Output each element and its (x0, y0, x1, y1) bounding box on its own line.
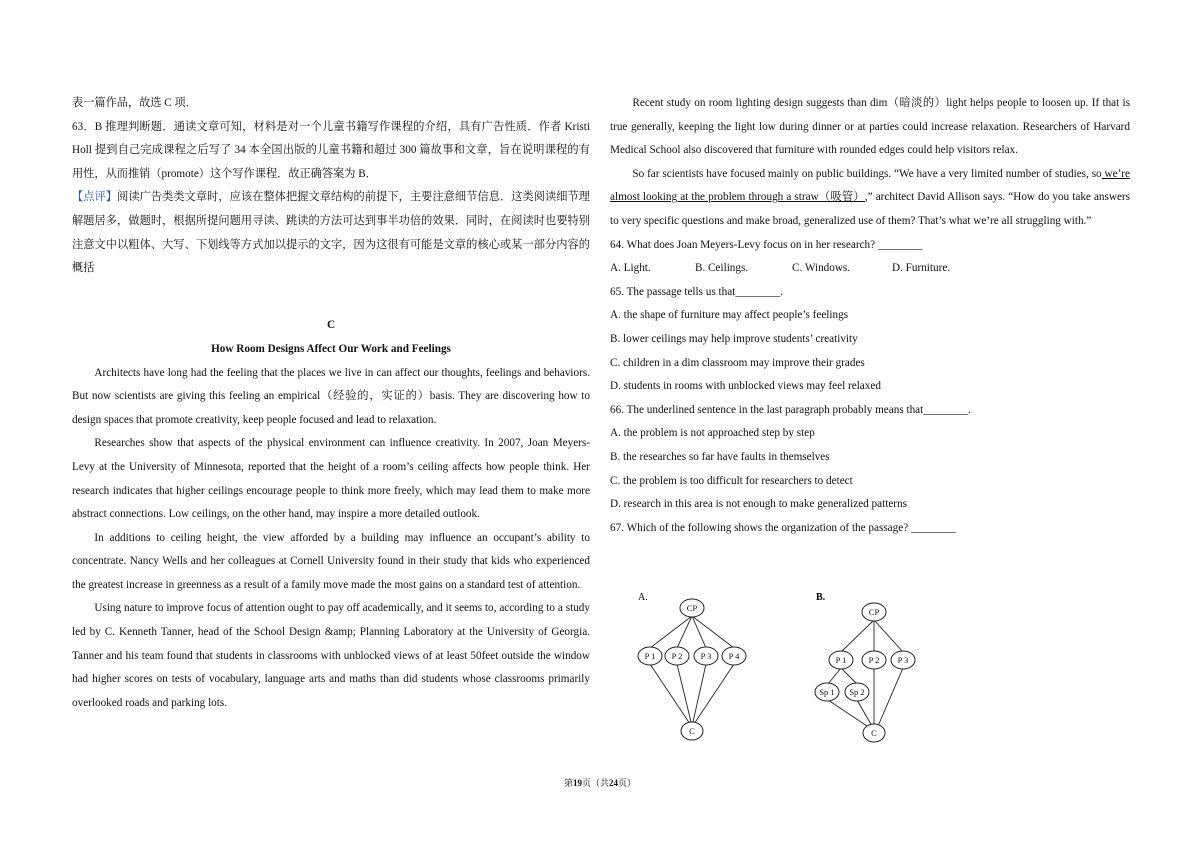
question-64: 64. What does Joan Meyers-Levy focus on in her research? ________ (610, 238, 923, 251)
diagram-a-text-cp: CP (686, 603, 698, 613)
q64-option-b: B. Ceilings. (695, 262, 749, 275)
page-footer (0, 776, 1200, 789)
diagram-b-text-c: C (871, 728, 877, 738)
passage-paragraph-3: In additions to ceiling height, the view afforded by a building may influence an occupant’s ability to concentrate. Nancy Wells and her colleagues at Cornell University found in their study that kids who experienced the greatest increase in greenness as a result of a family move made the most gains on a standard test of attention. (72, 531, 590, 591)
comment (72, 186, 590, 280)
diagram-a-text-p1: P 1 (644, 651, 656, 661)
footer-pre: 第 (563, 778, 573, 788)
question-66: 66. The underlined sentence in the last paragraph probably means that________. (610, 403, 971, 416)
question-67: 67. Which of the following shows the organization of the passage? ________ (610, 521, 956, 534)
passage-paragraph-2: Researches show that aspects of the physical environment can influence creativity. In 2007, Joan Meyers-Levy at the University of Minnesota, reported that the height of a room’s ceiling affects how people think. Her research indicates that higher ceilings encourage people to think more freely, which may lead them to make more abstract connections. Low ceilings, on the other hand, may inspire a more detailed outlook. (72, 437, 590, 521)
diagram-a-text-p2: P 2 (671, 651, 683, 661)
passage-paragraph-6 (610, 163, 1130, 234)
q64-option-c: C. Windows. (792, 262, 851, 275)
q66-option-d: D. research in this area is not enough to make generalized patterns (610, 498, 907, 511)
diagram-b-text-cp: CP (868, 607, 880, 617)
diagram-b-text-p3: P 3 (897, 655, 909, 665)
diagram-b-text-p2: P 2 (868, 655, 880, 665)
answer-62-tail: 表一篇作品，故选 C 项． (72, 97, 197, 109)
diagram-b-text-sp1: Sp 1 (819, 687, 835, 697)
comment-text: 阅读广告类类文章时，应该在整体把握文章结构的前提下，主要注意细节信息．这类阅读细节理解题居多，做题时，根据所提问题用寻读、跳读的方法可达到事半功倍的效果．同时，在阅读时也要特别注意文中以粗体、大写、下划线等方式加以提示的文字，因为这很有可能是文章的核心或某一部分内容的概括 (72, 191, 590, 275)
para6-start: So far scientists have focused mainly on public buildings. “We have a very limited number of studies, so (632, 167, 1102, 180)
q65-option-c: C. children in a dim classroom may improve their grades (610, 356, 865, 369)
q64-option-d: D. Furniture. (892, 262, 951, 275)
passage-paragraph-5: Recent study on room lighting design suggests than dim（暗淡的）light helps people to loosen up. If that is true generally, keeping the light low during dinner or at parties could increase relaxation. Researchers of Harvard Medical School also discovered that furniture with rounded edges could help visitors relax. (610, 97, 1130, 157)
diagram-a-text-p4: P 4 (728, 651, 740, 661)
footer-post: 页） (618, 778, 637, 788)
q65-option-a: A. the shape of furniture may affect people’s feelings (610, 309, 849, 322)
q66-option-b: B. the researches so far have faults in themselves (610, 450, 830, 463)
underlined-sentence: we’re almost looking at the problem through a straw（吸管） (610, 167, 1130, 204)
diagram-a-text-p3: P 3 (700, 651, 712, 661)
question-64-options (610, 257, 1130, 281)
section-label: C (326, 319, 336, 332)
question-65: 65. The passage tells us that________. (610, 285, 783, 298)
q66-option-c: C. the problem is too difficult for researchers to detect (610, 474, 853, 487)
para6-end: ,” architect David Allison says. “How do you take answers to very specific questions and make broad, generalized use of them? That’s what we’re all struggling with.” (610, 191, 1130, 227)
q64-option-a: A. Light. (610, 262, 651, 275)
page-total: 24 (609, 778, 618, 788)
footer-mid: 页（共 (581, 778, 609, 788)
q65-option-d: D. students in rooms with unblocked views may feel relaxed (610, 380, 881, 393)
diagram-b-label: B. (816, 592, 826, 603)
q65-option-b: B. lower ceilings may help improve students’ creativity (610, 332, 858, 345)
diagram-b-edges (828, 620, 903, 728)
diagram-b-text-p1: P 1 (835, 655, 847, 665)
answer-63: 63．B 推理判断题．通读文章可知，材料是对一个儿童书籍写作课程的介绍，具有广告性质．作者 Kristi Holl 提到自己完成课程之后写了 34 本全国出版的儿童书籍和超过 300 篇故事和文章，旨在说明课程的有用性，从而推销（promote）这个写作课程．故正确答案为 B． (72, 120, 590, 180)
diagram-a-text-c: C (689, 726, 695, 736)
right-column (610, 92, 1130, 540)
diagram-a (630, 588, 760, 743)
comment-tag: 【点评】 (72, 191, 118, 204)
diagram-b (808, 588, 928, 748)
diagram-a-label: A. (638, 592, 648, 603)
page-number: 19 (572, 778, 582, 788)
passage-paragraph-1: Architects have long had the feeling that the places we live in can affect our thoughts, feelings and behaviors. But now scientists are giving this feeling an empirical（经验的，实证的）basis. They are discovering how to design spaces that promote creativity, keep people focused and lead to relaxation. (72, 366, 590, 426)
diagram-b-text-sp2: Sp 2 (849, 687, 865, 697)
passage-paragraph-4: Using nature to improve focus of attention ought to pay off academically, and it seems to, according to a study led by C. Kenneth Tanner, head of the School Design &amp; Planning Laboratory at the University of Georgia. Tanner and his team found that students in classrooms with unblocked views of at least 50feet outside the window had higher scores on tests of vocabulary, language arts and maths than did students whose classrooms primarily overlooked roads and parking lots. (72, 602, 590, 709)
left-column (72, 92, 590, 715)
q66-option-a: A. the problem is not approached step by step (610, 427, 815, 440)
diagram-a-edges (650, 616, 734, 724)
passage-title: How Room Designs Affect Our Work and Feelings (211, 342, 451, 355)
